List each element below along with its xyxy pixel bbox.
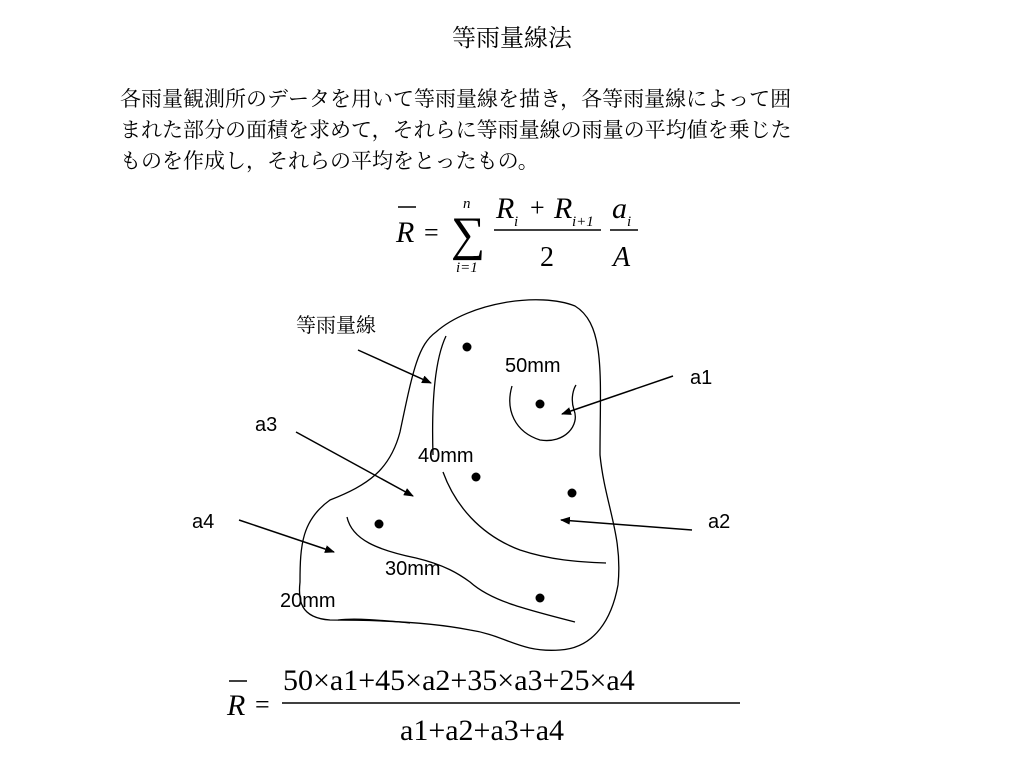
area-label-a4: a4 (192, 511, 215, 533)
frac2-numerator: a (612, 192, 627, 225)
isohyet-label: 等雨量線 (296, 315, 376, 337)
general-formula (395, 192, 638, 276)
a4-arrow (239, 520, 334, 552)
frac1-term-b: R (554, 192, 573, 225)
example-denominator: a1+a2+a3+a4 (400, 714, 565, 747)
frac2-numerator-sub: i (627, 214, 632, 230)
sigma-symbol: ∑ (451, 208, 486, 261)
example-formula (226, 664, 740, 747)
frac1-term-a: R (496, 192, 515, 225)
contour-label-20mm: 20mm (280, 590, 336, 612)
area-label-a1: a1 (690, 367, 713, 389)
isohyet-40mm-lower (443, 472, 606, 563)
gauge-point (472, 473, 481, 482)
example-equals: = (255, 690, 270, 719)
gauge-point (375, 520, 384, 529)
gauge-point (536, 594, 545, 603)
a1-arrow (562, 376, 673, 414)
frac1-term-a-sub: i (514, 214, 519, 230)
page-title: 等雨量線法 (452, 24, 572, 52)
frac1-denominator: 2 (540, 242, 554, 273)
a2-arrow (561, 520, 692, 530)
area-label-a3: a3 (255, 414, 278, 436)
contour-label-30mm: 30mm (385, 558, 441, 580)
example-lhs: R (227, 689, 246, 722)
description-line-2: まれた部分の面積を求めて，それらに等雨量線の雨量の平均値を乗じた (120, 118, 792, 142)
gauge-point (536, 400, 545, 409)
frac1-term-b-sub: i+1 (572, 214, 594, 230)
area-label-a2: a2 (708, 511, 731, 533)
frac2-denominator: A (613, 242, 631, 273)
description-line-1: 各雨量観測所のデータを用いて等雨量線を描き，各等雨量線によって囲 (120, 87, 792, 111)
gauge-point (463, 343, 472, 352)
contour-label-40mm: 40mm (418, 445, 474, 467)
a3-arrow (296, 432, 413, 496)
catchment-boundary (299, 300, 618, 651)
sum-lower-limit: i=1 (456, 260, 478, 276)
example-numerator: 50×a1+45×a2+35×a3+25×a4 (283, 664, 635, 697)
catchment-diagram (299, 300, 618, 651)
equals-sign: = (424, 218, 439, 247)
description-line-3: ものを作成し，それらの平均をとったもの。 (120, 149, 539, 173)
gauge-point (568, 489, 577, 498)
sum-upper-limit: n (463, 196, 471, 212)
isohyet-30mm (347, 517, 575, 622)
isohyet-40mm-upper (433, 336, 446, 455)
frac1-plus: + (530, 193, 545, 222)
contour-label-50mm: 50mm (505, 355, 561, 377)
formula-lhs: R (396, 216, 415, 249)
